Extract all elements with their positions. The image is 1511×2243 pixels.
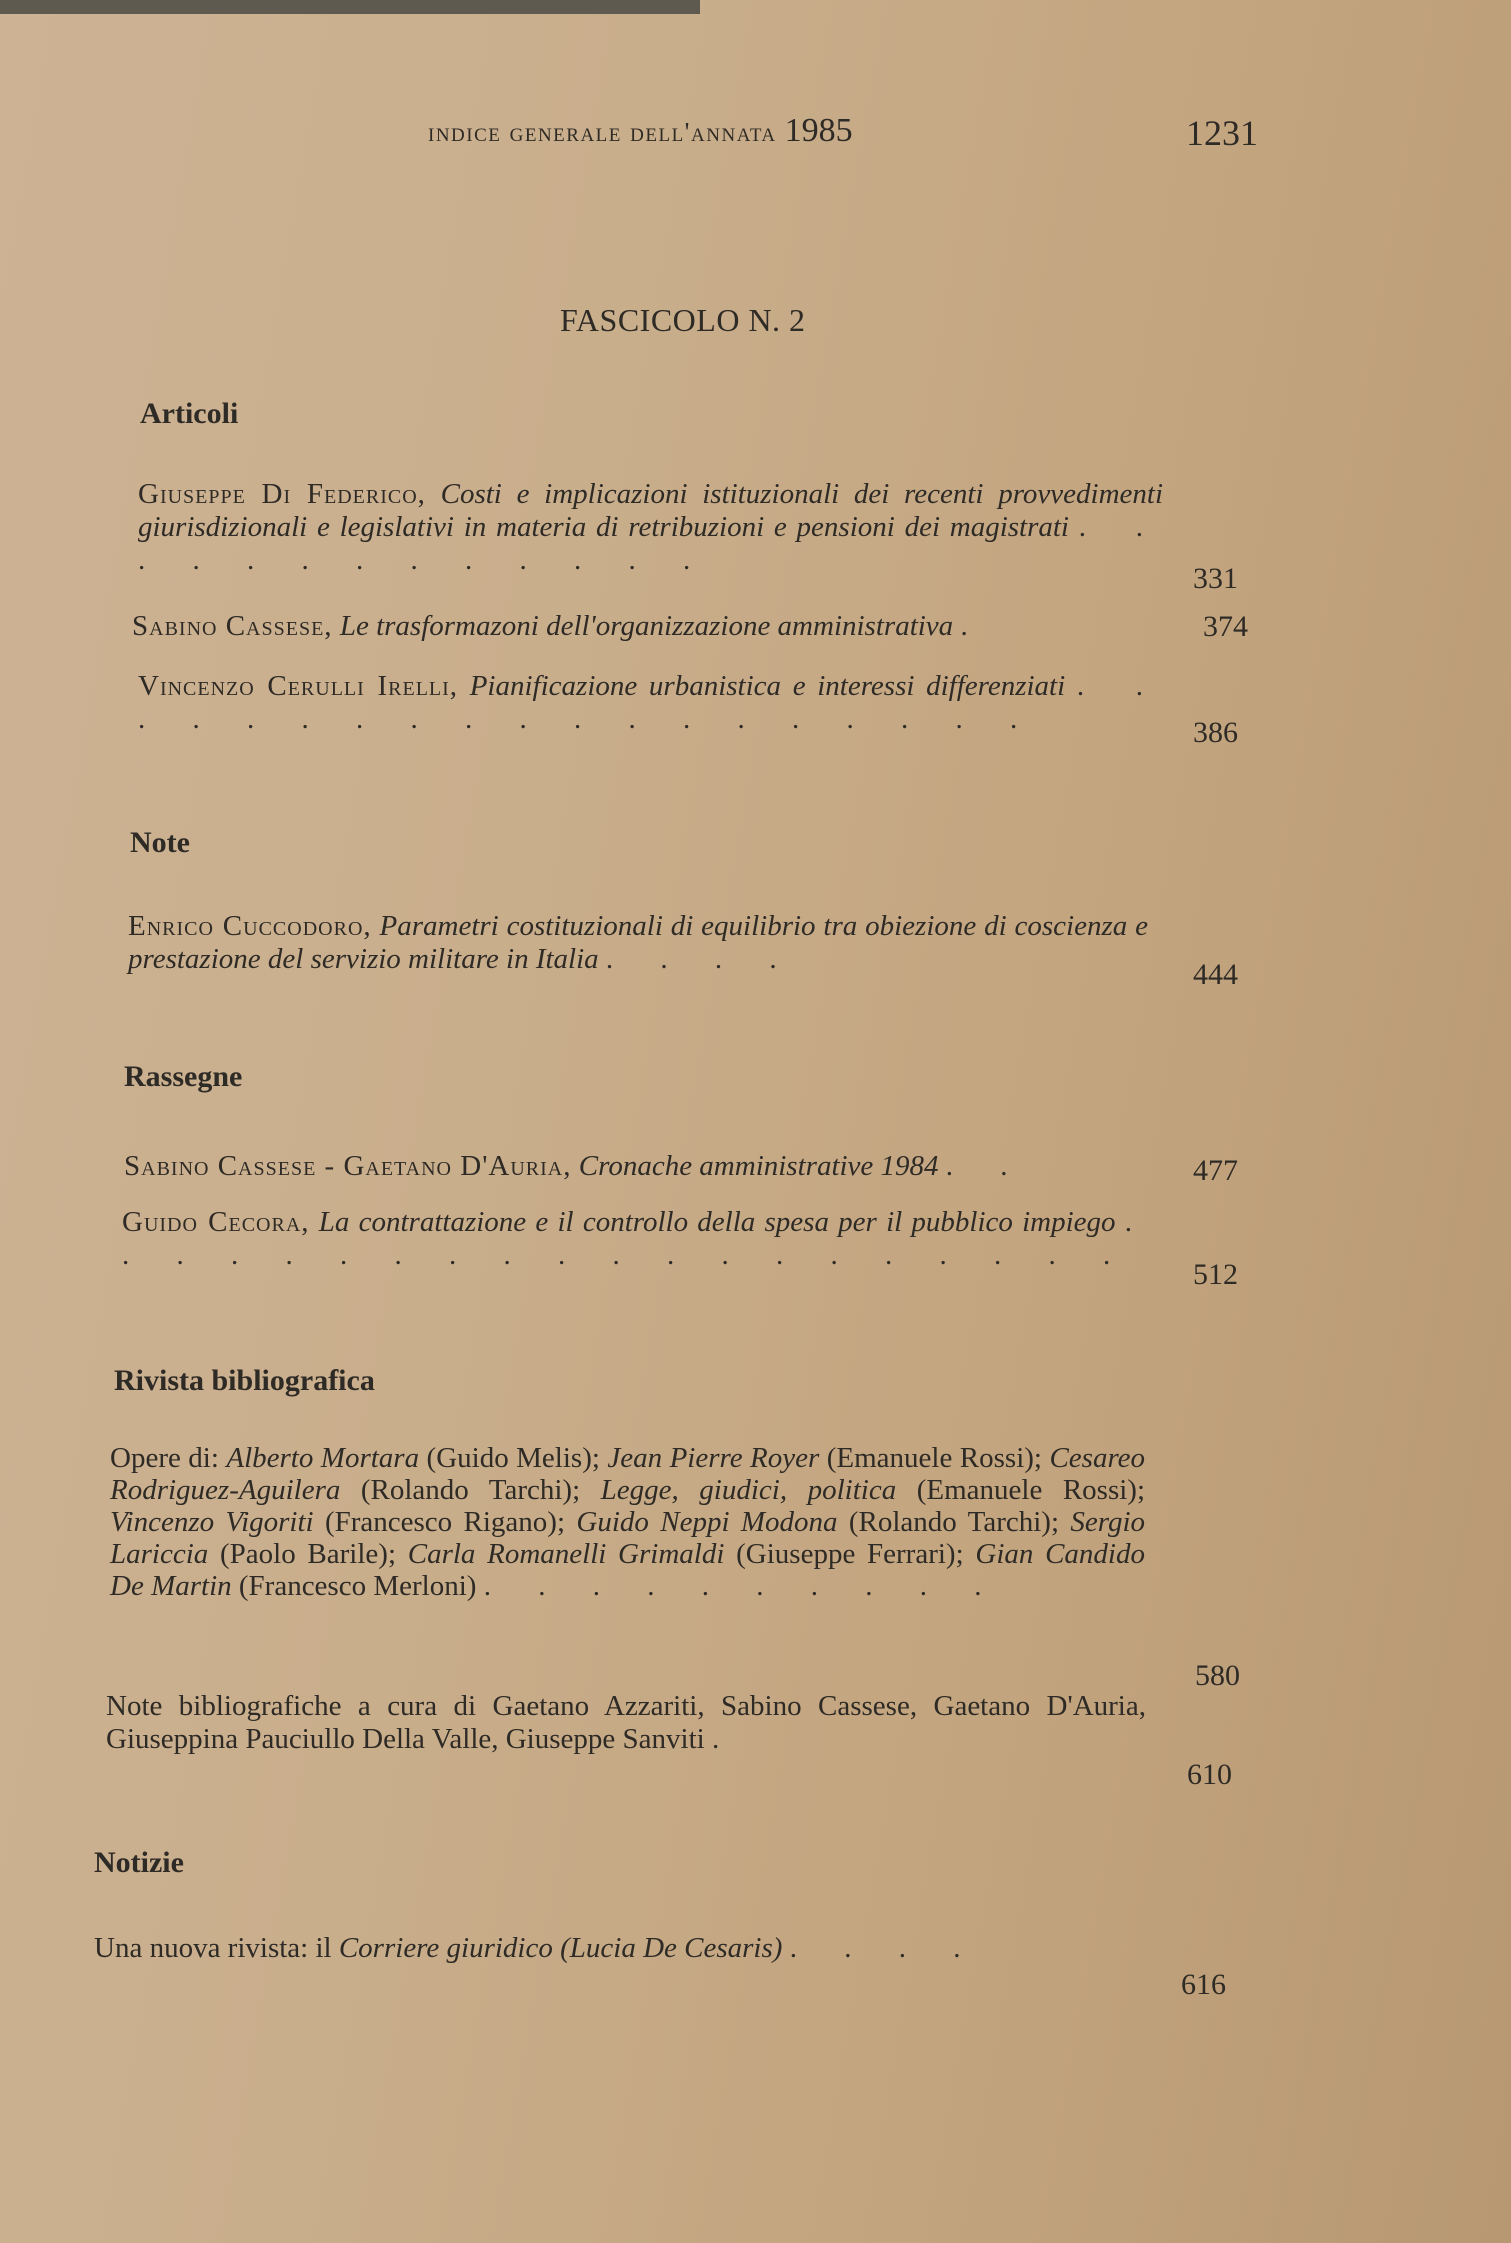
entry-reviewer: (Lucia De Cesaris): [560, 1932, 783, 1964]
entry-page: 374: [1203, 610, 1248, 643]
running-title: indice generale dell'annata: [428, 117, 777, 147]
work-title: Carla Romanelli Grimaldi: [407, 1538, 725, 1570]
toc-entry-text: [132, 610, 1172, 643]
dot-leader: . . . . . . . . . . . . . . . . . . . .: [122, 1206, 1153, 1271]
entry-title: Pianificazione urbanistica e interessi differenziati: [469, 670, 1066, 702]
toc-entry-text: [138, 670, 1163, 736]
work-reviewer: (Guido Melis);: [426, 1442, 600, 1474]
toc-entry-note-bibliografiche: [106, 1690, 1232, 1791]
entry-title: Le trasformazoni dell'organizzazione amministrativa: [339, 610, 954, 642]
toc-entry-text: [94, 1932, 1144, 1965]
work-reviewer: (Rolando Tarchi);: [360, 1474, 581, 1506]
dot-leader: . . . .: [789, 1932, 981, 1964]
dot-leader: . . . . . . . . . . . . .: [138, 511, 1164, 576]
section-title-articoli: Articoli: [140, 397, 239, 430]
dot-leader: . . . . . . . . . .: [483, 1570, 1002, 1602]
dot-leader: . . . . . . . . . . . . . . . . . . .: [138, 670, 1164, 735]
note-bibliografiche-text: Note bibliografiche a cura di Gaetano Azzariti, Sabino Cassese, Gaetano D'Auria, Giuseppina Pauciullo Della Valle, Giuseppe Sanviti: [106, 1690, 1146, 1755]
entry-title: Parametri costituzionali di equilibrio tra obiezione di coscienza e prestazione del servizio militare in Italia: [128, 910, 1149, 975]
work-reviewer: (Rolando Tarchi);: [848, 1506, 1059, 1538]
toc-entry-text: [138, 478, 1163, 577]
toc-entry: [138, 478, 1238, 595]
work-title: Cesareo Rodriguez-Aguilera: [110, 1442, 1146, 1506]
toc-entry-text: [110, 1442, 1145, 1602]
work-reviewer: (Francesco Rigano);: [324, 1506, 566, 1538]
toc-entry: [132, 610, 1248, 643]
entry-page: 616: [1181, 1968, 1226, 2001]
entry-author: Enrico Cuccodoro,: [128, 910, 372, 942]
work-reviewer: (Francesco Merloni): [238, 1570, 477, 1602]
toc-entry: [128, 910, 1238, 991]
entry-title: Corriere giuridico: [338, 1932, 553, 1964]
entry-author: Vincenzo Cerulli Irelli,: [138, 670, 459, 702]
toc-entry-text: [122, 1206, 1152, 1272]
toc-entry: [124, 1150, 1238, 1187]
entry-page: 580: [1195, 1659, 1240, 1692]
entry-author: Giuseppe Di Federico,: [138, 478, 426, 510]
entry-page: 331: [1193, 562, 1238, 595]
toc-entry: [94, 1932, 1226, 2001]
work-title: Vincenzo Vigoriti: [110, 1506, 314, 1538]
entry-page: 512: [1193, 1258, 1238, 1291]
entry-page: 386: [1193, 716, 1238, 749]
toc-entry-text: [128, 910, 1148, 976]
section-title-rivista-bibliografica: Rivista bibliografica: [114, 1364, 375, 1397]
entry-page: 477: [1193, 1154, 1238, 1187]
entry-author: Sabino Cassese,: [132, 610, 333, 642]
toc-entry-text: [106, 1690, 1146, 1756]
work-reviewer: (Emanuele Rossi);: [826, 1442, 1042, 1474]
opere-lead: Opere di:: [110, 1442, 219, 1474]
entry-page: 610: [1187, 1758, 1232, 1791]
notizie-lead: Una nuova rivista: il: [94, 1932, 332, 1964]
page-number: 1231: [1186, 113, 1258, 153]
toc-entry-text: [124, 1150, 1154, 1183]
toc-entry: [122, 1206, 1238, 1291]
dot-leader: . .: [945, 1150, 1028, 1182]
entry-author: Guido Cecora,: [122, 1206, 310, 1238]
work-title: Legge, giudici, politica: [600, 1474, 897, 1506]
work-reviewer: (Giuseppe Ferrari);: [736, 1538, 964, 1570]
work-title: Jean Pierre Royer: [607, 1442, 820, 1474]
work-title: Alberto Mortara: [226, 1442, 420, 1474]
work-title: Sergio Lariccia: [110, 1506, 1145, 1570]
fascicolo-heading: FASCICOLO N. 2: [560, 302, 806, 338]
dot-leader: .: [711, 1723, 740, 1755]
entry-author: Sabino Cassese - Gaetano D'Auria,: [124, 1150, 572, 1182]
entry-title: Costi e implicazioni istituzionali dei recenti provvedimenti giurisdizionali e legislativi in materia di retribuzioni e pensioni dei magistrati: [138, 478, 1164, 543]
section-title-notizie: Notizie: [94, 1846, 184, 1879]
entry-title: Cronache amministrative 1984: [578, 1150, 939, 1182]
work-title: Guido Neppi Modona: [576, 1506, 838, 1538]
section-title-note: Note: [130, 826, 190, 859]
entry-page: 444: [1193, 958, 1238, 991]
dot-leader: .: [960, 610, 988, 642]
dot-leader: . . . .: [605, 943, 797, 975]
toc-entry-opere: [110, 1442, 1240, 1692]
running-head-year: 1985: [784, 112, 853, 149]
work-reviewer: (Paolo Barile);: [220, 1538, 397, 1570]
entry-title: La contrattazione e il controllo della spesa per il pubblico impiego: [318, 1206, 1116, 1238]
running-head: [428, 112, 853, 150]
toc-entry: [138, 670, 1238, 749]
work-reviewer: (Emanuele Rossi);: [916, 1474, 1146, 1506]
work-title: Gian Candido De Martin: [110, 1538, 1145, 1602]
section-title-rassegne: Rassegne: [124, 1060, 243, 1093]
